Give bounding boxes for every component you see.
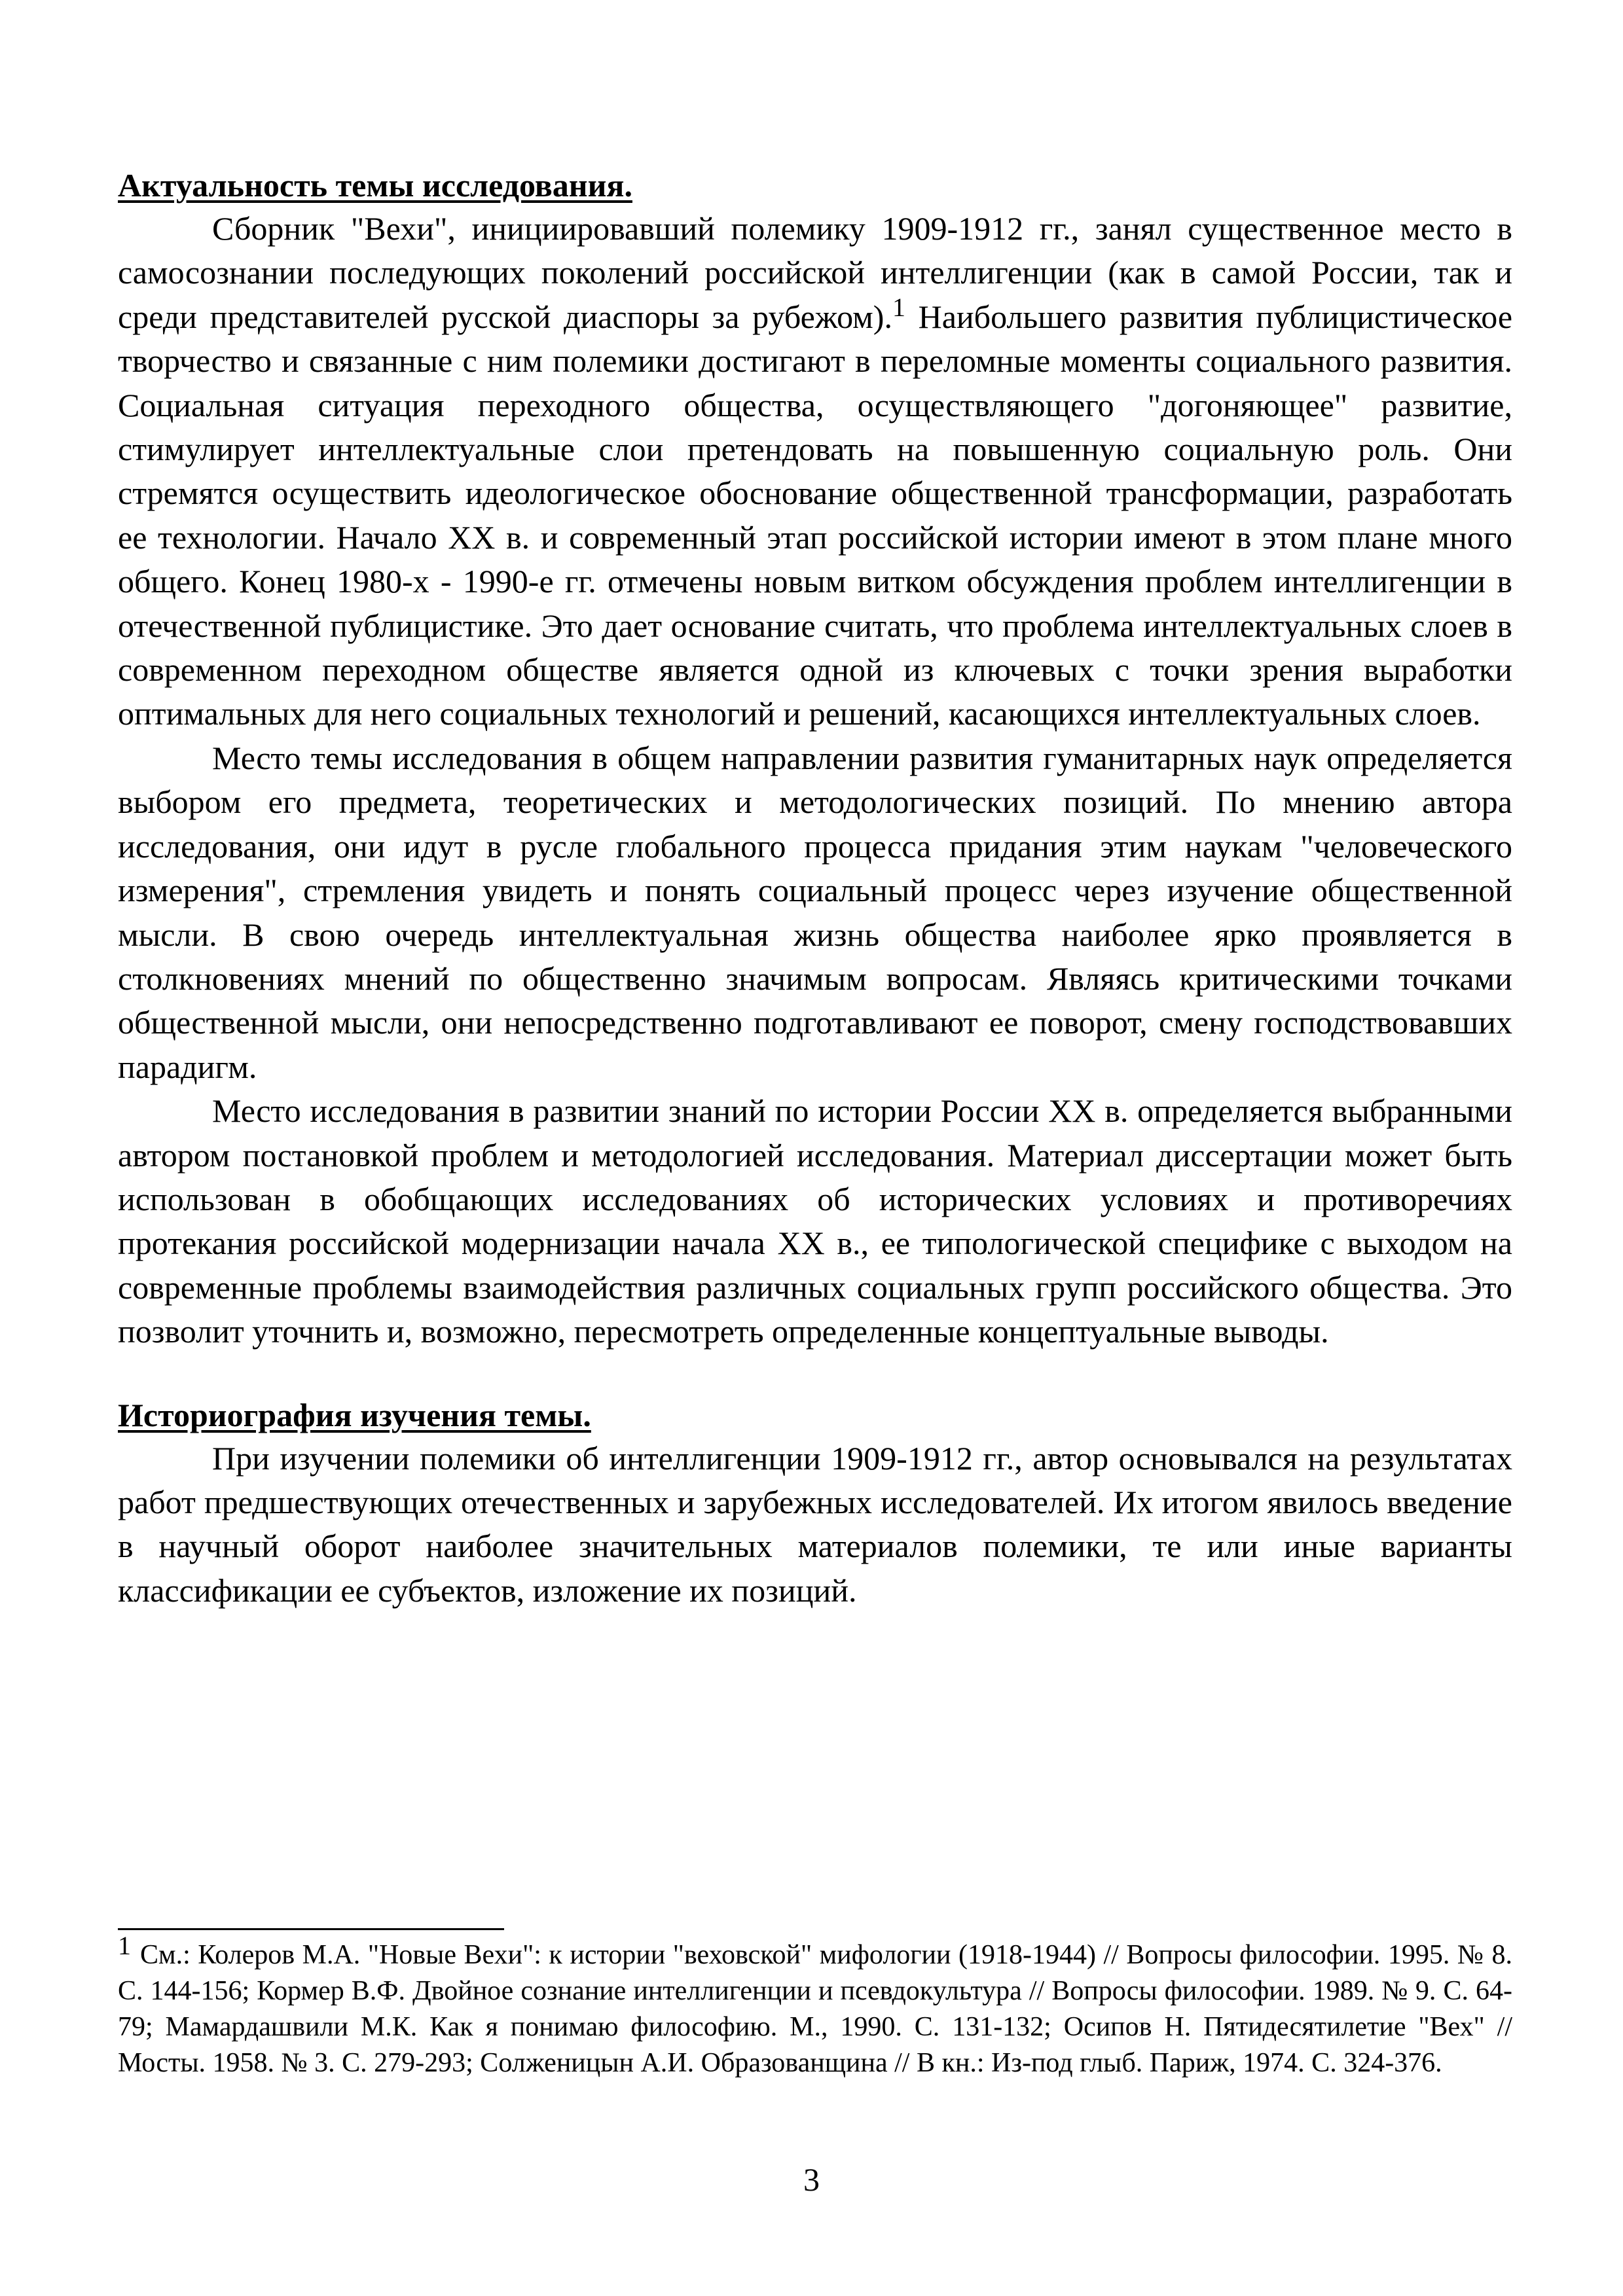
footnote bbox=[118, 1931, 1512, 2081]
footnote-text: См.: Колеров М.А. "Новые Вехи": к истории "веховской" мифологии (1918-1944) // Вопросы философии. 1995. № 8. С. 144-156; Кормер В.Ф. Двойное сознание интеллигенции и псевдокультура // Вопросы философии. 1989. № 9. С. 64-79; Мамардашвили М.К. Как я понимаю философию. М., 1990. С. 131-132; Осипов Н. Пятидесятилетие "Вех" // Мосты. 1958. № 3. С. 279-293; Солженицын А.И. Образованщина // В кн.: Из-под глыб. Париж, 1974. С. 324-376. bbox=[118, 1940, 1512, 2078]
paragraph-relevance-3: Место исследования в развитии знаний по истории России XX в. определяется выбранными автором постановкой проблем и методологией исследования. Материал диссертации может быть использован в обобщающих исследованиях об исторических условиях и противоречиях протекания российской модернизации начала XX в., ее типологической специфике с выходом на современные проблемы взаимодействия различных социальных групп российского общества. Это позволит уточнить и, возможно, пересмотреть определенные концептуальные выводы. bbox=[118, 1092, 1512, 1350]
section-heading-historiography: Историография изучения темы. bbox=[118, 1396, 591, 1433]
paragraph-relevance-1-rest: Наибольшего развития публицистическое творчество и связанные с ним полемики достигают в переломные моменты социального развития. Социальная ситуация переходного общества, осуществляющего "догоняющее" развитие, стимулирует интеллектуальные слои претендовать на повышенную социальную роль. Они стремятся осуществить идеологическое обоснование общественной трансформации, разработать ее технологии. Начало XX в. и современный этап российской истории имеют в этом плане много общего. Конец 1980-х - 1990-е гг. отмечены новым витком обсуждения проблем интеллигенции в отечественной публицистике. Это дает основание считать, что проблема интеллектуальных слоев в современном переходном обществе является одной из ключевых с точки зрения выработки оптимальных для него социальных технологий и решений, касающихся интеллектуальных слоев. bbox=[118, 298, 1513, 732]
page-body bbox=[118, 164, 1512, 1613]
footnote-mark: 1 bbox=[118, 1931, 131, 1960]
page-number: 3 bbox=[803, 2161, 820, 2198]
section-gap bbox=[118, 1354, 1512, 1393]
paragraph-historiography-1: При изучении полемики об интеллигенции 1909-1912 гг., автор основывался на результатах работ предшествующих отечественных и зарубежных исследователей. Их итогом явилось введение в научный оборот наиболее значительных материалов полемики, те или иные варианты классификации ее субъектов, изложение их позиций. bbox=[118, 1439, 1512, 1609]
paragraph-relevance-2: Место темы исследования в общем направлении развития гуманитарных наук определяется выбором его предмета, теоретических и методологических позиций. По мнению автора исследования, они идут в русле глобального процесса придания этим наукам "человеческого измерения", стремления увидеть и понять социальный процесс через изучение общественной мысли. В свою очередь интеллектуальная жизнь общества наиболее ярко проявляется в столкновениях мнений по общественно значимым вопросам. Являясь критическими точками общественной мысли, они непосредственно подготавливают ее поворот, смену господствовавших парадигм. bbox=[118, 739, 1512, 1085]
paragraph-relevance-1 bbox=[118, 207, 1512, 736]
section-heading-relevance: Актуальность темы исследования. bbox=[118, 167, 632, 204]
footnote-separator bbox=[118, 1928, 504, 1930]
footnote-reference[interactable]: 1 bbox=[892, 292, 905, 322]
paragraph-relevance-1-text: Сборник "Вехи", инициировавший полемику 1909-1912 гг., занял существенное место в самосознании последующих поколений российской интеллигенции (как в самой России, так и среди представителей русской диаспоры за рубежом). bbox=[118, 210, 1512, 335]
